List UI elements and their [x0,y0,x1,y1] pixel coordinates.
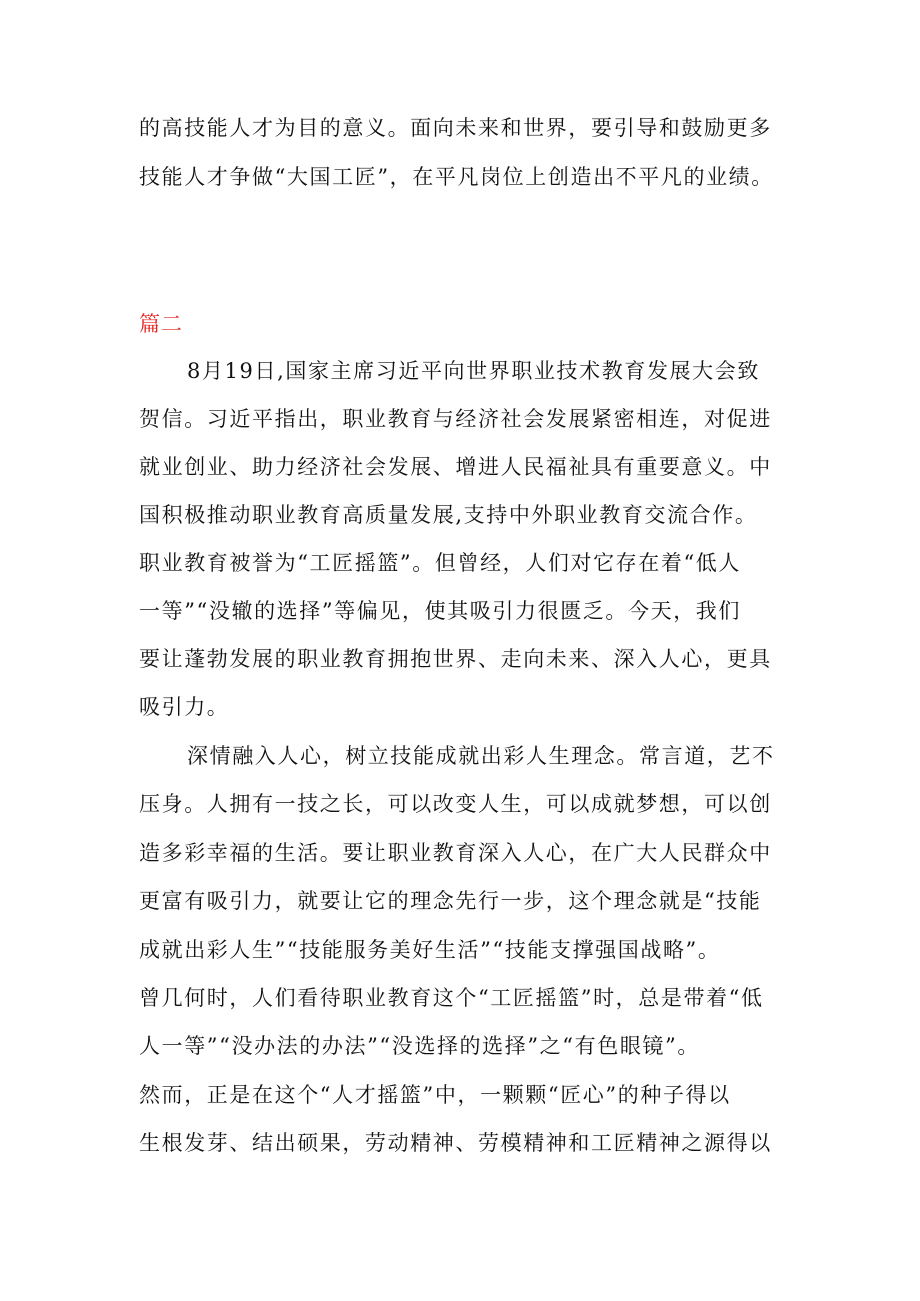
paragraph-line: 曾几何时，人们看待职业教育这个“工匠摇篮”时，总是带着“低 [139,986,764,1010]
paragraph-line: 国积极推动职业教育高质量发展,支持中外职业教育交流合作。 [139,503,758,527]
paragraph-line: 8月19日,国家主席习近平向世界职业技术教育发展大会致 [187,359,760,383]
paragraph-line: 成就出彩人生”“技能服务美好生活”“技能支撑强国战略”。 [139,938,721,962]
paragraph-line: 深情融入人心，树立技能成就出彩人生理念。常言道，艺不 [187,744,775,768]
paragraph-line: 一等”“没辙的选择”等偏见，使其吸引力很匮乏。今天，我们 [139,599,742,623]
section-heading: 篇二 [139,312,183,336]
paragraph-line: 压身。人拥有一技之长，可以改变人生，可以成就梦想，可以创 [139,792,772,816]
paragraph-line: 就业创业、助力经济社会发展、增进人民福祉具有重要意义。中 [139,455,772,479]
paragraph-line: 然而，正是在这个“人才摇篮”中，一颗颗“匠心”的种子得以 [139,1083,731,1107]
paragraph-line: 造多彩幸福的生活。要让职业教育深入人心，在广大人民群众中 [139,841,772,865]
intro-line: 技能人才争做“大国工匠”，在平凡岗位上创造出不平凡的业绩。 [139,165,774,189]
paragraph-line: 吸引力。 [139,695,230,719]
paragraph-line: 生根发芽、结出硕果，劳动精神、劳模精神和工匠精神之源得以 [139,1131,772,1155]
paragraph-line: 更富有吸引力，就要让它的理念先行一步，这个理念就是“技能 [139,889,762,913]
intro-line: 的高技能人才为目的意义。面向未来和世界，要引导和鼓励更多 [139,116,772,140]
paragraph-line: 职业教育被誉为“工匠摇篮”。但曾经，人们对它存在着“低人 [139,551,742,575]
paragraph-line: 人一等”“没办法的办法”“没选择的选择”之“有色眼镜”。 [139,1034,700,1058]
paragraph-line: 要让蓬勃发展的职业教育拥抱世界、走向未来、深入人心，更具 [139,647,772,671]
paragraph-line: 贺信。习近平指出，职业教育与经济社会发展紧密相连，对促进 [139,407,772,431]
